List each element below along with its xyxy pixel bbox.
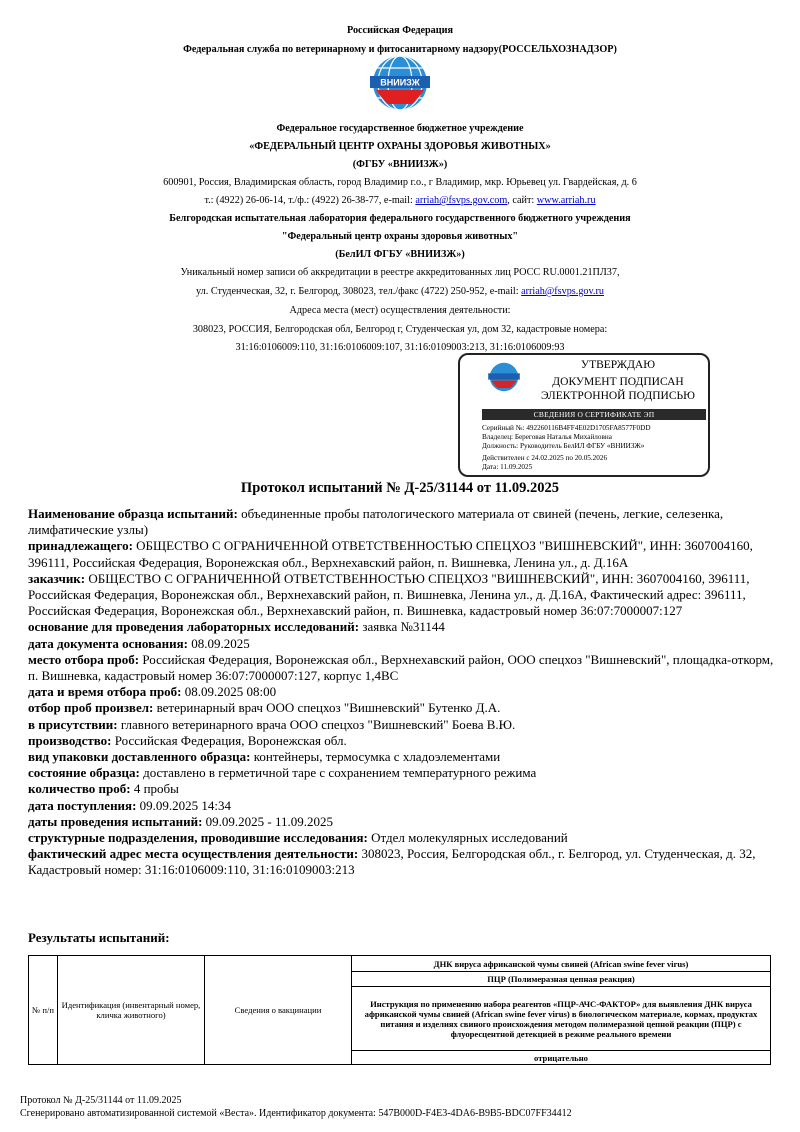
field-row <box>28 619 776 635</box>
lab-short: (БелИЛ ФГБУ «ВНИИЗЖ») <box>335 249 465 260</box>
col-number-header: № п/п <box>29 956 58 1065</box>
field-row <box>28 814 776 830</box>
field-row <box>28 684 776 700</box>
field-row <box>28 506 776 538</box>
field-row <box>28 846 776 878</box>
lab-title-2: "Федеральный центр охраны здоровья животных" <box>281 231 519 242</box>
activity-label: Адреса места (мест) осуществления деятельности: <box>289 305 511 316</box>
institution-address: 600901, Россия, Владимирская область, город Владимир г.о., г Владимир, мкр. Юрьевец ул. Гвардейская, д. 6 <box>163 177 637 188</box>
field-label: место отбора проб: <box>28 651 140 667</box>
lab-address-text: ул. Студенческая, 32, г. Белгород, 308023, тел./факс (4722) 250-952, e-mail: <box>196 286 522 297</box>
field-label: Наименование образца испытаний: <box>28 506 238 521</box>
field-value: 09.09.2025 14:34 <box>136 797 232 813</box>
field-value: объединенные пробы патологического материала от свиней (печень, легкие, селезенка, лимфатические узлы) <box>28 506 724 538</box>
stamp-valid: Действителен с 24.02.2025 по 20.05.2026 <box>482 454 608 462</box>
stamp-cert-bar: СВЕДЕНИЯ О СЕРТИФИКАТЕ ЭП <box>482 409 706 420</box>
virus-header: ДНК вируса африканской чумы свиней (African swine fever virus) <box>352 956 771 972</box>
contacts-email-link[interactable]: arriah@fsvps.gov.com <box>415 195 508 206</box>
field-label: дата документа основания: <box>28 635 188 651</box>
stamp-approve: УТВЕРЖДАЮ <box>580 359 656 371</box>
method-header: ПЦР (Полимеразная цепная реакция) <box>352 972 771 987</box>
stamp-date: Дата: 11.09.2025 <box>482 463 533 471</box>
field-label: принадлежащего: <box>28 538 133 554</box>
field-label: отбор проб произвел: <box>28 700 154 716</box>
field-value: 4 пробы <box>130 781 179 797</box>
field-label: фактический адрес места осуществления деятельности: <box>28 846 359 862</box>
institution-name: «ФЕДЕРАЛЬНЫЙ ЦЕНТР ОХРАНЫ ЗДОРОВЬЯ ЖИВОТНЫХ» <box>249 141 551 152</box>
results-table <box>28 955 771 1065</box>
field-value: контейнеры, термосумка с хладоэлементами <box>250 749 501 765</box>
field-label: даты проведения испытаний: <box>28 813 203 829</box>
field-row <box>28 717 776 733</box>
field-row <box>28 700 776 716</box>
stamp-signed: ДОКУМЕНТ ПОДПИСАН <box>552 376 684 388</box>
field-row <box>28 636 776 652</box>
field-row <box>28 652 776 684</box>
institution-short: (ФГБУ «ВНИИЗЖ») <box>352 159 448 170</box>
protocol-title: Протокол испытаний № Д-25/31144 от 11.09.2025 <box>240 480 560 496</box>
field-label: дата поступления: <box>28 797 137 813</box>
stamp-logo-icon <box>484 361 524 393</box>
field-value: заявка №31144 <box>359 619 445 635</box>
vniizh-logo <box>362 54 438 112</box>
field-label: количество проб: <box>28 781 131 797</box>
result-cell: отрицательно <box>352 1051 771 1065</box>
field-value: Российская Федерация, Воронежская обл. <box>111 732 347 748</box>
contacts-site-link[interactable]: www.arriah.ru <box>536 195 596 206</box>
field-value: 09.09.2025 - 11.09.2025 <box>202 813 334 829</box>
field-value: 308023, Россия, Белгородская обл., г. Белгород, ул. Студенческая, д. 32, Кадастровый номер: 31:16:0106009:110, 31:16:0109003:213 <box>28 846 756 878</box>
field-row <box>28 781 776 797</box>
field-label: вид упаковки доставленного образца: <box>28 749 251 765</box>
field-value: Отдел молекулярных исследований <box>367 830 568 846</box>
field-row <box>28 830 776 846</box>
footer-protocol: Протокол № Д-25/31144 от 11.09.2025 <box>20 1095 182 1106</box>
lab-address <box>0 285 800 298</box>
footer-generated: Сгенерировано автоматизированной системой «Веста». Идентификатор документа: 547B000D-F4E3-4DA6-B9B5-BDC07FF34412 <box>20 1108 572 1119</box>
field-value: Российская Федерация, Воронежская обл., Верхнехавский район, ООО спецхоз "Вишневский", площадка-откорм, п. Вишневка, кадастровый номер 36:07:7000007:127, корпус 1,4ВС <box>28 651 774 684</box>
field-label: состояние образца: <box>28 765 140 781</box>
field-row <box>28 798 776 814</box>
field-row <box>28 733 776 749</box>
contacts-site-prefix: , сайт: <box>507 195 537 206</box>
field-row <box>28 765 776 781</box>
activity-address: 308023, РОССИЯ, Белгородская обл, Белгород г, Студенческая ул, дом 32, кадастровые номера: <box>192 324 608 335</box>
logo-text: ВНИИЗЖ <box>380 77 420 88</box>
field-label: дата и время отбора проб: <box>28 684 182 700</box>
signature-stamp <box>458 353 710 477</box>
field-value: 08.09.2025 08:00 <box>181 684 277 700</box>
service-title: Федеральная служба по ветеринарному и фитосанитарному надзору(РОССЕЛЬХОЗНАДЗОР) <box>183 44 617 55</box>
field-label: в присутствии: <box>28 716 118 732</box>
field-row <box>28 749 776 765</box>
country-title: Российская Федерация <box>346 25 454 36</box>
institution-contacts <box>0 194 800 207</box>
results-label: Результаты испытаний: <box>28 930 170 945</box>
activity-cadastral: 31:16:0106009:110, 31:16:0106009:107, 31:16:0109003:213, 31:16:0106009:93 <box>235 342 565 353</box>
stamp-owner: Владелец: Береговая Наталья Михайловна <box>482 433 612 441</box>
institution-type: Федеральное государственное бюджетное учреждение <box>276 123 524 134</box>
col-identification-header: Идентификация (инвентарный номер, кличка животного) <box>58 956 205 1065</box>
lab-title-1: Белгородская испытательная лаборатория федерального государственного бюджетного учреждения <box>169 213 631 224</box>
field-row <box>28 571 776 620</box>
field-value: 08.09.2025 <box>187 635 250 651</box>
stamp-position: Должность: Руководитель БелИЛ ФГБУ «ВНИИЗЖ» <box>482 442 645 450</box>
col-vaccination-header: Сведения о вакцинации <box>205 956 352 1065</box>
stamp-signed-2: ЭЛЕКТРОННОЙ ПОДПИСЬЮ <box>541 390 695 402</box>
field-value: ОБЩЕСТВО С ОГРАНИЧЕННОЙ ОТВЕТСТВЕННОСТЬЮ СПЕЦХОЗ "ВИШНЕВСКИЙ", ИНН: 3607004160, 396111, Российская Федерация, Воронежская обл., Верхнехавский район, п. Вишневка, Ленина ул., д. Д.16А <box>28 538 753 570</box>
field-value: главного ветеринарного врача ООО спецхоз "Вишневский" Боева В.Ю. <box>117 716 516 732</box>
field-label: структурные подразделения, проводившие исследования: <box>28 830 368 846</box>
field-value: ветеринарный врач ООО спецхоз "Вишневский" Бутенко Д.А. <box>153 700 501 716</box>
field-label: заказчик: <box>28 570 86 586</box>
field-value: доставлено в герметичной таре с сохранением температурного режима <box>139 765 537 781</box>
protocol-fields <box>28 506 776 879</box>
lab-email-link[interactable]: arriah@fsvps.gov.ru <box>521 286 604 297</box>
accreditation-number: Уникальный номер записи об аккредитации в реестре аккредитованных лиц РОСС RU.0001.21ПЛ37, <box>180 267 620 278</box>
field-label: основание для проведения лабораторных исследований: <box>28 619 360 635</box>
field-label: производство: <box>28 732 112 748</box>
stamp-serial: Серийный №: 492260116B4FF4E02D1705FA8577F0DD <box>482 424 651 432</box>
field-value: ОБЩЕСТВО С ОГРАНИЧЕННОЙ ОТВЕТСТВЕННОСТЬЮ СПЕЦХОЗ "ВИШНЕВСКИЙ", ИНН: 3607004160, 396111, Российская Федерация, Воронежская обл., Верхнехавский район, п. Вишневка, Ленина ул., д. Д.16А, Фактический адрес: 396111, Российская Федерация, Воронежская обл., Верхнехавский район, п. Вишневка, кадастровый номер 36:07:7000007:127 <box>28 570 750 619</box>
page-footer <box>20 1094 572 1120</box>
field-row <box>28 538 776 570</box>
instruction-header: Инструкция по применению набора реагентов «ПЦР-АЧС-ФАКТОР» для выявления ДНК вируса африканской чумы свиней (African swine fever virus) в биологическом материале, кормах, продуктах питания и изделиях свиного происхождения методом полимеразной цепной реакции (ПЦР) с флуоресцентной детекцией в режиме реального времени <box>352 987 771 1051</box>
contacts-prefix: т.: (4922) 26-06-14, т./ф.: (4922) 26-38-77, e-mail: <box>204 195 416 206</box>
